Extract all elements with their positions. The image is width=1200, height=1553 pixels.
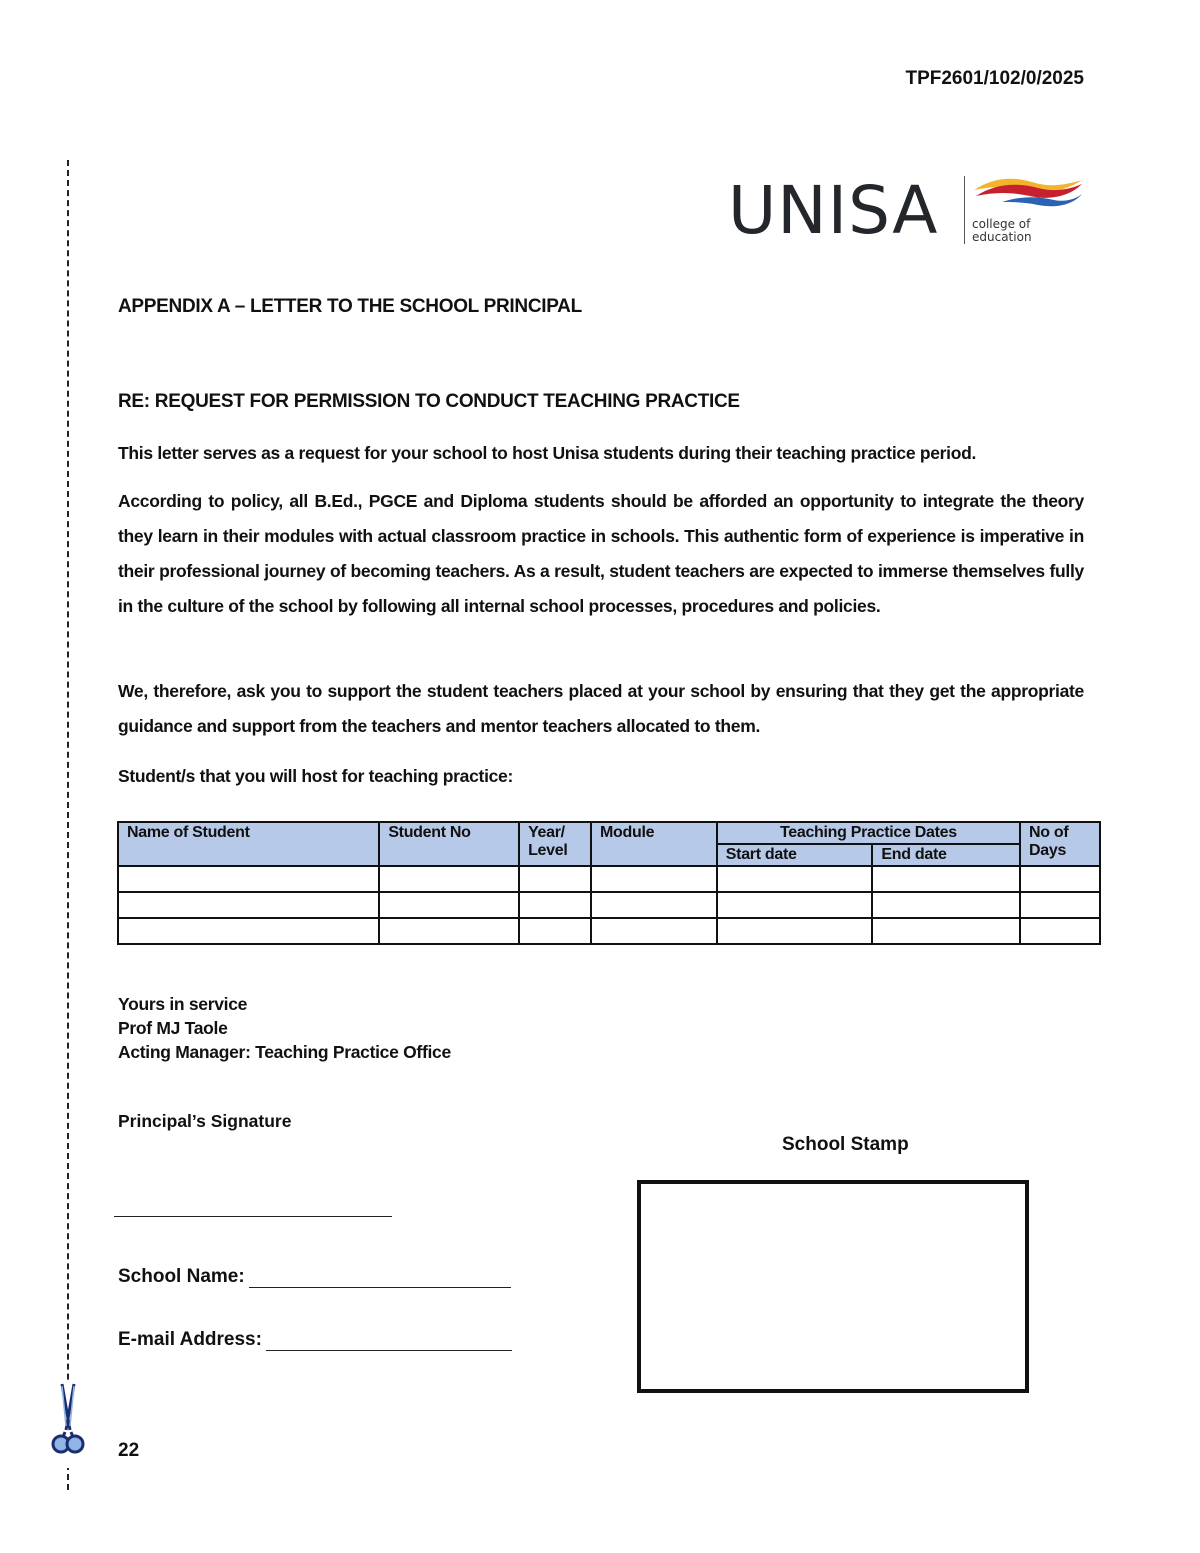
table-cell[interactable]: [118, 866, 379, 892]
scissors-icon: [50, 1380, 86, 1468]
table-row: [118, 866, 1100, 892]
table-cell[interactable]: [872, 892, 1020, 918]
paragraph-students: Student/s that you will host for teaching practice:: [118, 766, 514, 786]
table-cell[interactable]: [519, 918, 591, 944]
table-cell[interactable]: [591, 918, 717, 944]
table-cell[interactable]: [1020, 866, 1100, 892]
closing-salutation: Yours in service: [118, 994, 248, 1014]
header-module: Module: [591, 822, 717, 866]
school-stamp-box[interactable]: [637, 1180, 1029, 1393]
paragraph-policy: According to policy, all B.Ed., PGCE and Diploma students should be afforded an opportunity to integrate the theory they learn in their modules with actual classroom practice in schools. This authentic form of experience is imperative in their professional journey of becoming teachers. As a result, student teachers are expected to immerse themselves fully in the culture of the school by following all internal school processes, procedures and policies.: [118, 491, 1084, 616]
header-end-date: End date: [872, 844, 1020, 866]
table-cell[interactable]: [519, 892, 591, 918]
table-cell[interactable]: [118, 892, 379, 918]
school-stamp-label: School Stamp: [782, 1134, 909, 1155]
table-cell[interactable]: [717, 918, 873, 944]
page-number: 22: [118, 1440, 140, 1461]
closing-title: Acting Manager: Teaching Practice Office: [118, 1042, 451, 1062]
table-cell[interactable]: [1020, 892, 1100, 918]
email-label: E-mail Address:: [118, 1329, 262, 1350]
table-cell[interactable]: [591, 866, 717, 892]
appendix-heading: APPENDIX A – LETTER TO THE SCHOOL PRINCIPAL: [118, 296, 582, 317]
header-teaching-practice-dates: Teaching Practice Dates: [717, 822, 1020, 844]
table-cell[interactable]: [379, 866, 519, 892]
header-start-date: Start date: [717, 844, 873, 866]
logo-tagline: college of education: [972, 217, 1032, 244]
signature-line[interactable]: [114, 1216, 392, 1217]
table-cell[interactable]: [118, 918, 379, 944]
logo-wordmark: UNISA: [728, 172, 939, 249]
principal-signature-label: Principal’s Signature: [118, 1111, 292, 1131]
paragraph-support: We, therefore, ask you to support the student teachers placed at your school by ensuring that they get the appropriate guidance and support from the teachers and mentor teachers allocated to them.: [118, 681, 1084, 736]
logo-separator: [964, 176, 965, 244]
email-input-line[interactable]: [266, 1332, 512, 1351]
header-student-no: Student No: [379, 822, 519, 866]
table-row: [118, 892, 1100, 918]
header-year-level: Year/ Level: [519, 822, 591, 866]
table-cell[interactable]: [379, 892, 519, 918]
table-cell[interactable]: [872, 866, 1020, 892]
unisa-logo: [728, 170, 1088, 250]
table-row: [118, 918, 1100, 944]
table-cell[interactable]: [872, 918, 1020, 944]
header-no-of-days: No of Days: [1020, 822, 1100, 866]
table-cell[interactable]: [1020, 918, 1100, 944]
re-heading: RE: REQUEST FOR PERMISSION TO CONDUCT TEACHING PRACTICE: [118, 391, 740, 412]
table-cell[interactable]: [379, 918, 519, 944]
logo-swoosh-icon: [972, 172, 1084, 212]
table-cell[interactable]: [717, 892, 873, 918]
cut-line: [67, 160, 69, 1490]
closing-block: [118, 992, 451, 1064]
paragraph-intro: This letter serves as a request for your school to host Unisa students during their teaching practice period.: [118, 443, 977, 463]
school-name-field: [118, 1266, 511, 1288]
table-cell[interactable]: [717, 866, 873, 892]
document-code: TPF2601/102/0/2025: [905, 68, 1084, 89]
header-name-of-student: Name of Student: [118, 822, 379, 866]
school-name-input-line[interactable]: [249, 1269, 511, 1288]
table-cell[interactable]: [519, 866, 591, 892]
table-cell[interactable]: [591, 892, 717, 918]
students-table: [117, 821, 1101, 945]
school-name-label: School Name:: [118, 1266, 245, 1287]
closing-name: Prof MJ Taole: [118, 1018, 228, 1038]
email-field: [118, 1329, 512, 1351]
